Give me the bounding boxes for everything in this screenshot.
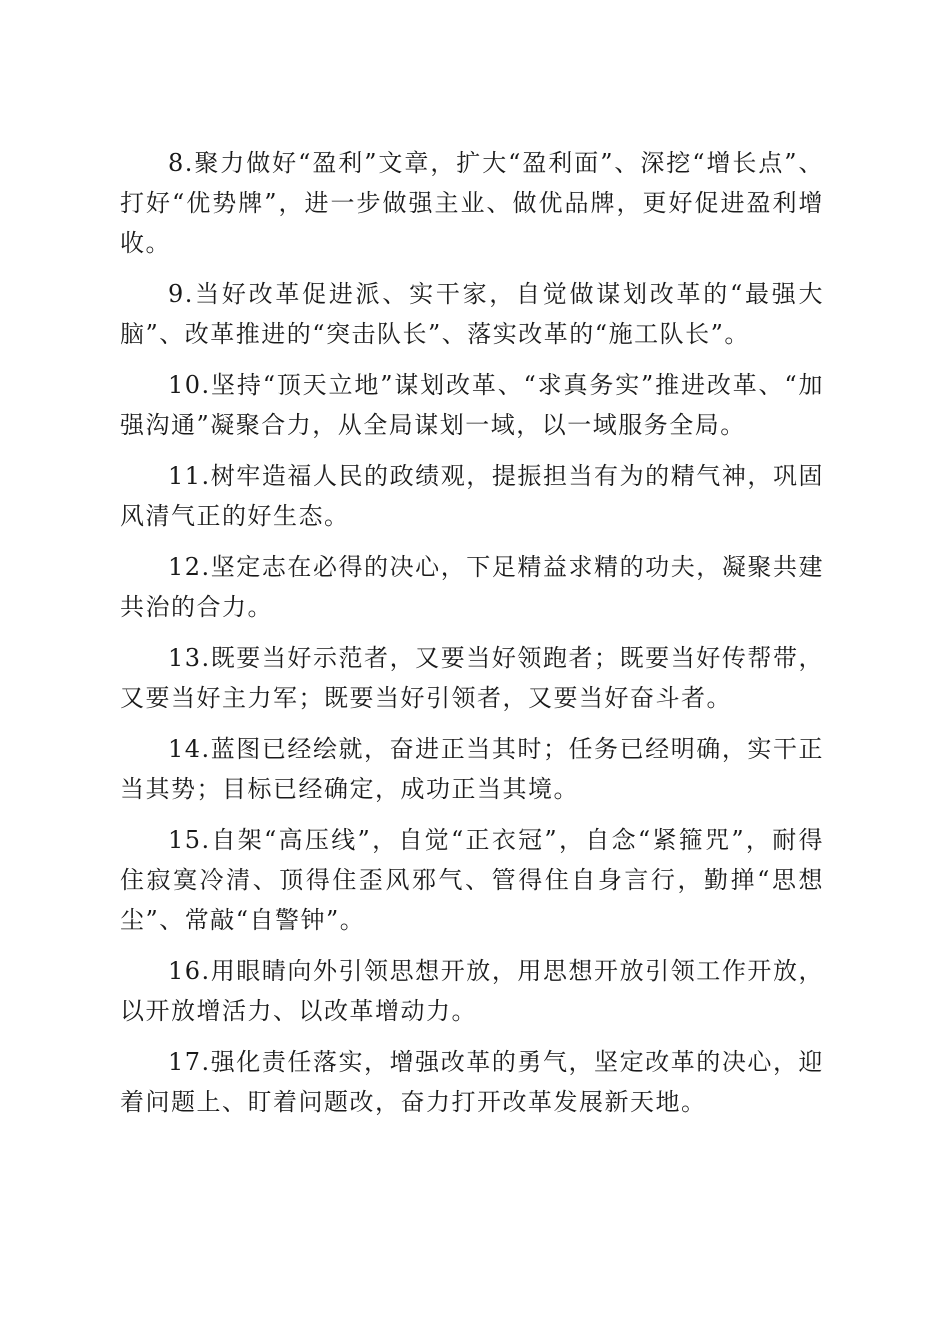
paragraph-15: 15.自架“高压线”，自觉“正衣冠”，自念“紧箍咒”，耐得住寂寞冷清、顶得住歪风邪气、管得住自身言行，勤掸“思想尘”、常敲“自警钟”。 <box>120 826 824 934</box>
paragraph-13: 13.既要当好示范者，又要当好领跑者；既要当好传帮带，又要当好主力军；既要当好引领者，又要当好奋斗者。 <box>120 644 824 712</box>
paragraph-9: 9.当好改革促进派、实干家，自觉做谋划改革的“最强大脑”、改革推进的“突击队长”、落实改革的“施工队长”。 <box>120 280 824 348</box>
paragraph-17: 17.强化责任落实，增强改革的勇气，坚定改革的决心，迎着问题上、盯着问题改，奋力打开改革发展新天地。 <box>120 1048 824 1116</box>
document-body <box>120 143 824 1133</box>
paragraph-10: 10.坚持“顶天立地”谋划改革、“求真务实”推进改革、“加强沟通”凝聚合力，从全局谋划一域，以一域服务全局。 <box>120 371 824 439</box>
paragraph-8: 8.聚力做好“盈利”文章，扩大“盈利面”、深挖“增长点”、打好“优势牌”，进一步做强主业、做优品牌，更好促进盈利增收。 <box>120 149 824 257</box>
paragraph-11: 11.树牢造福人民的政绩观，提振担当有为的精气神，巩固风清气正的好生态。 <box>120 462 824 530</box>
paragraph-14: 14.蓝图已经绘就，奋进正当其时；任务已经明确，实干正当其势；目标已经确定，成功正当其境。 <box>120 735 824 803</box>
paragraph-16: 16.用眼睛向外引领思想开放，用思想开放引领工作开放，以开放增活力、以改革增动力。 <box>120 957 824 1025</box>
paragraph-12: 12.坚定志在必得的决心，下足精益求精的功夫，凝聚共建共治的合力。 <box>120 553 824 621</box>
